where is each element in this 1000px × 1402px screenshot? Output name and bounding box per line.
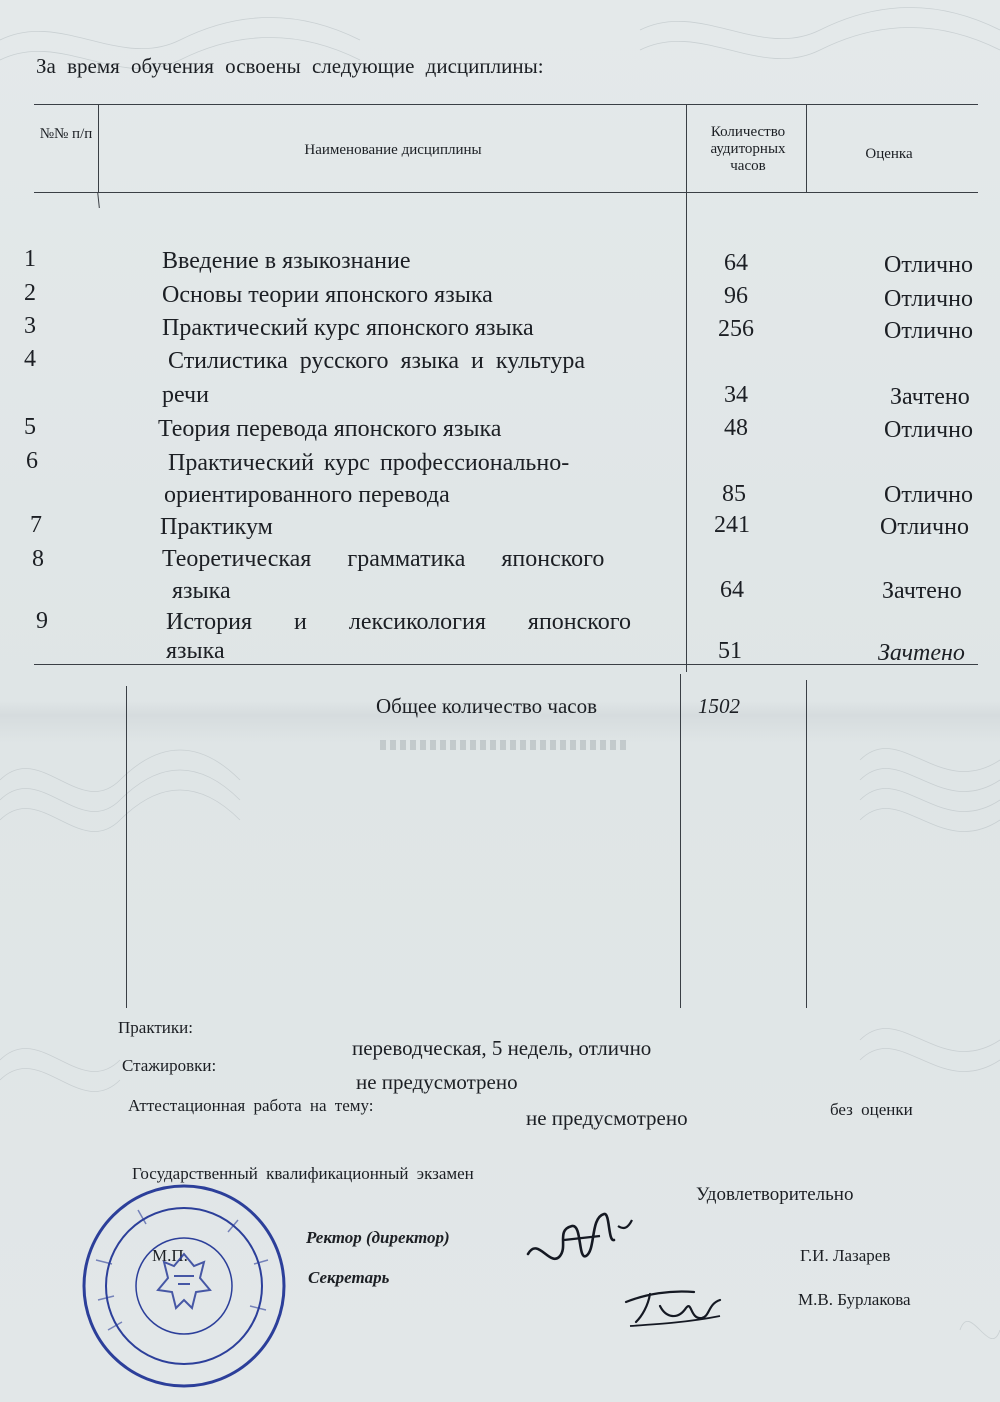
row-8-num: 8 [32,546,44,572]
lower-column-line-3 [806,680,807,1008]
column-divider-num-tail [97,192,100,208]
column-divider-num [98,104,99,192]
table-top-rule [34,104,978,105]
total-hours-label: Общее количество часов [376,694,598,718]
row-9-name-line1: История и лексикология японского [166,609,631,635]
practice-label: Практики: [118,1018,193,1037]
thesis-value: не предусмотрено [526,1106,688,1130]
state-exam-label: Государственный квалификационный экзамен [132,1164,474,1183]
column-divider-grade [806,104,807,192]
internship-value: не предусмотрено [356,1070,518,1094]
row-5-name: Теория перевода японского языка [158,416,502,442]
state-exam-grade: Удовлетворительно [696,1184,854,1205]
lower-column-line-1 [126,686,127,1008]
row-8-name-line2: языка [172,578,231,604]
row-3-grade: Отлично [884,318,973,344]
internship-label: Стажировки: [122,1056,217,1075]
faded-print-artifact [380,740,630,750]
practice-value: переводческая, 5 недель, отлично [352,1036,652,1060]
thesis-grade: без оценки [830,1100,913,1119]
row-1-name: Введение в языкознание [162,248,411,274]
row-5-grade: Отлично [884,417,973,443]
rector-label: Ректор (директор) [306,1228,450,1247]
row-8-name-line1: Теоретическая грамматика японского [162,546,605,572]
column-header-num: №№ п/п [39,126,93,142]
row-3-num: 3 [24,313,36,339]
row-1-num: 1 [24,246,36,272]
column-header-name: Наименование дисциплины [304,142,482,158]
row-9-hours: 51 [718,638,742,664]
row-6-name-line2: ориентированного перевода [164,482,450,508]
row-5-num: 5 [24,414,36,440]
row-3-hours: 256 [718,316,754,342]
row-6-name-line1: Практический курс профессионально- [168,450,570,476]
rector-name: Г.И. Лазарев [800,1246,891,1265]
lower-column-line-2 [680,674,681,1008]
secretary-signature-image [620,1276,730,1336]
row-1-grade: Отлично [884,252,973,278]
thesis-label: Аттестационная работа на тему: [128,1096,374,1115]
row-4-name-line2: речи [162,382,209,408]
table-header-rule [34,192,978,193]
row-2-num: 2 [24,280,36,306]
row-9-name-line2: языка [166,638,225,664]
row-9-num: 9 [36,608,48,634]
total-hours-value: 1502 [698,694,740,718]
row-7-hours: 241 [714,512,750,538]
column-divider-hours [686,104,687,672]
row-6-grade: Отлично [884,482,973,508]
row-3-name: Практический курс японского языка [162,315,534,341]
row-7-name: Практикум [160,514,273,540]
row-5-hours: 48 [724,415,748,441]
column-header-hours: Количество аудиторных часов [710,124,786,174]
official-round-stamp-image [78,1180,290,1392]
row-2-name: Основы теории японского языка [162,282,493,308]
row-1-hours: 64 [724,250,748,276]
row-4-hours: 34 [724,382,748,408]
column-header-grade: Оценка [865,146,913,162]
row-9-grade: Зачтено [878,640,965,666]
stamp-place-label: М.П. [152,1246,188,1265]
row-8-hours: 64 [720,577,744,603]
row-2-hours: 96 [724,283,748,309]
row-2-grade: Отлично [884,286,973,312]
row-4-name-line1: Стилистика русского языка и культура [168,348,585,374]
row-6-hours: 85 [722,481,746,507]
row-4-grade: Зачтено [890,384,970,410]
row-8-grade: Зачтено [882,578,962,604]
secretary-label: Секретарь [308,1268,390,1287]
secretary-name: М.В. Бурлакова [798,1290,911,1309]
row-6-num: 6 [26,448,38,474]
page-heading: За время обучения освоены следующие дисциплины: [36,54,544,78]
rector-signature-image [520,1196,650,1276]
row-7-num: 7 [30,512,42,538]
row-7-grade: Отлично [880,514,969,540]
row-4-num: 4 [24,346,36,372]
